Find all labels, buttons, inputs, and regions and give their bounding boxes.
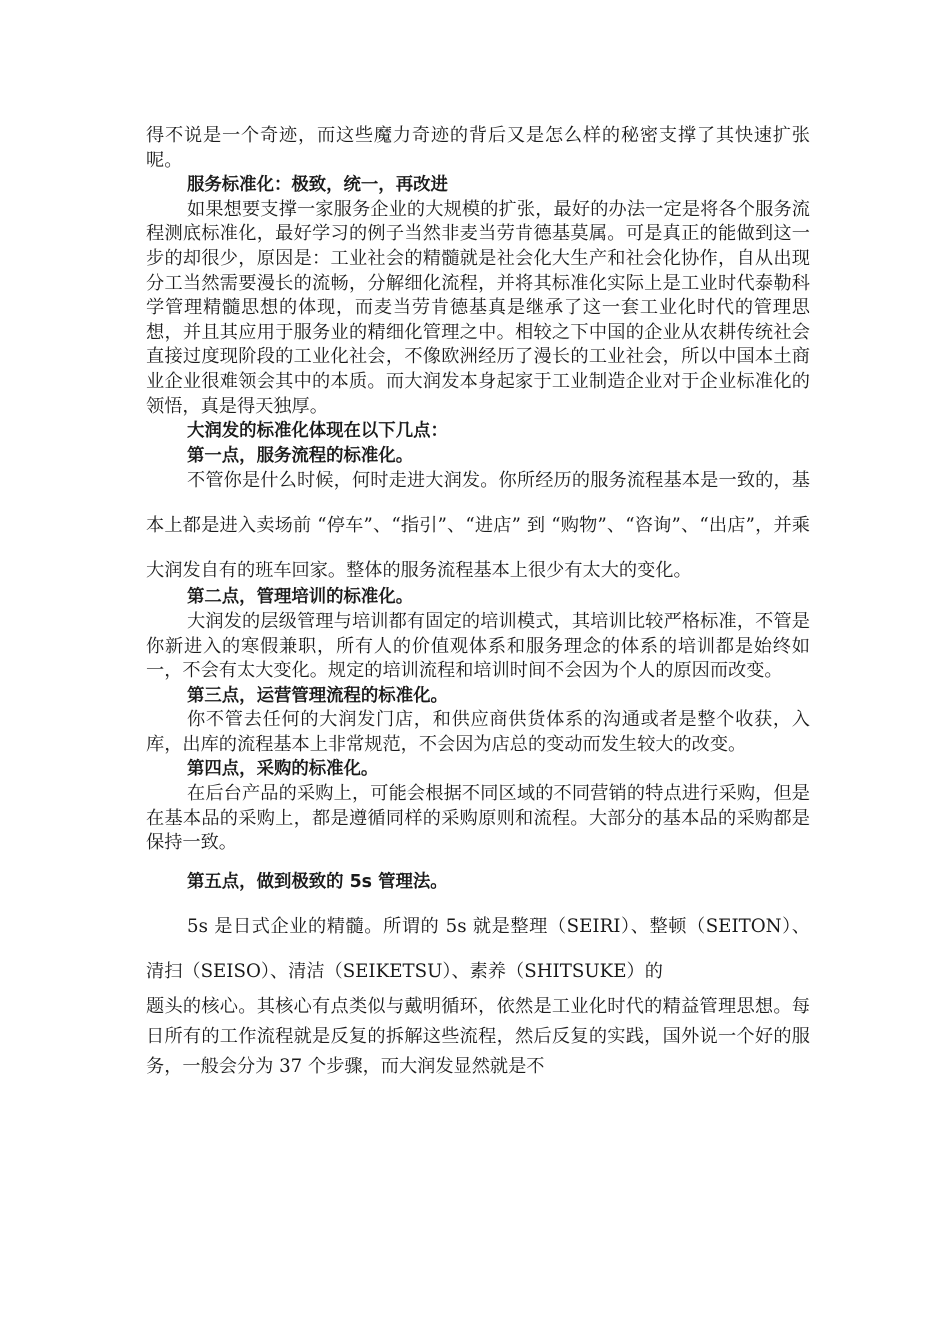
heading-point-5: 第五点，做到极致的 5s 管理法。	[187, 871, 448, 892]
paragraph-intro-end: 得不说是一个奇迹，而这些魔力奇迹的背后又是怎么样的秘密支撑了其快速扩张呢。	[146, 125, 810, 171]
heading-point-3: 第三点，运营管理流程的标准化。	[187, 685, 448, 706]
paragraph-point-5-part2: 题头的核心。其核心有点类似与戴明循环，依然是工业化时代的精益管理思想。每日所有的工作流程就是反复的拆解这些流程，然后反复的实践，国外说一个好的服务，一般会分为 37 个步骤，而大润发显然就是不	[146, 996, 810, 1078]
paragraph-point-1: 不管你是什么时候，何时走进大润发。你所经历的服务流程基本是一致的，基本上都是进入卖场前 “停车”、“指引”、“进店” 到 “购物”、“咨询”、“出店”，并乘大润发自有的班车回家。整体的服务流程基本上很少有太大的变化。	[146, 470, 810, 582]
paragraph-point-2: 大润发的层级管理与培训都有固定的培训模式，其培训比较严格标准，不管是你新进入的寒假兼职，所有人的价值观体系和服务理念的体系的培训都是始终如一，不会有太大变化。规定的培训流程和培训时间不会因为个人的原因而改变。	[146, 610, 810, 682]
heading-points-intro: 大润发的标准化体现在以下几点：	[187, 421, 448, 442]
paragraph-standardization-background: 如果想要支撑一家服务企业的大规模的扩张，最好的办法一定是将各个服务流程测底标准化，最好学习的例子当然非麦当劳肯德基莫属。可是真正的能做到这一步的却很少，原因是：工业社会的精髓就是社会化大生产和社会化协作，自从出现分工当然需要漫长的流畅，分解细化流程，并将其标准化实际上是工业时代泰勒科学管理精髓思想的体现，而麦当劳肯德基真是继承了这一套工业化时代的管理思想，并且其应用于服务业的精细化管理之中。相较之下中国的企业从农耕传统社会直接过度现阶段的工业化社会，不像欧洲经历了漫长的工业社会，所以中国本土商业企业很难领会其中的本质。而大润发本身起家于工业制造企业对于企业标准化的领悟，真是得天独厚。	[146, 198, 810, 417]
paragraph-point-5-part1: 5s 是日式企业的精髓。所谓的 5s 就是整理（SEIRI）、整顿（SEITON）、清扫（SEISO）、清洁（SEIKETSU）、素养（SHITSUKE）的	[146, 916, 810, 983]
paragraph-point-3: 你不管去任何的大润发门店，和供应商供货体系的沟通或者是整个收获，入库，出库的流程基本上非常规范，不会因为店总的变动而发生较大的改变。	[146, 709, 810, 755]
heading-point-2: 第二点，管理培训的标准化。	[187, 587, 414, 608]
heading-point-4: 第四点，采购的标准化。	[187, 759, 379, 780]
document-page	[146, 124, 810, 1082]
heading-service-standardization: 服务标准化：极致，统一，再改进	[187, 175, 448, 196]
heading-point-1: 第一点，服务流程的标准化。	[187, 445, 414, 466]
paragraph-point-4: 在后台产品的采购上，可能会根据不同区域的不同营销的特点进行采购，但是在基本品的采购上，都是遵循同样的采购原则和流程。大部分的基本品的采购都是保持一致。	[146, 783, 810, 854]
